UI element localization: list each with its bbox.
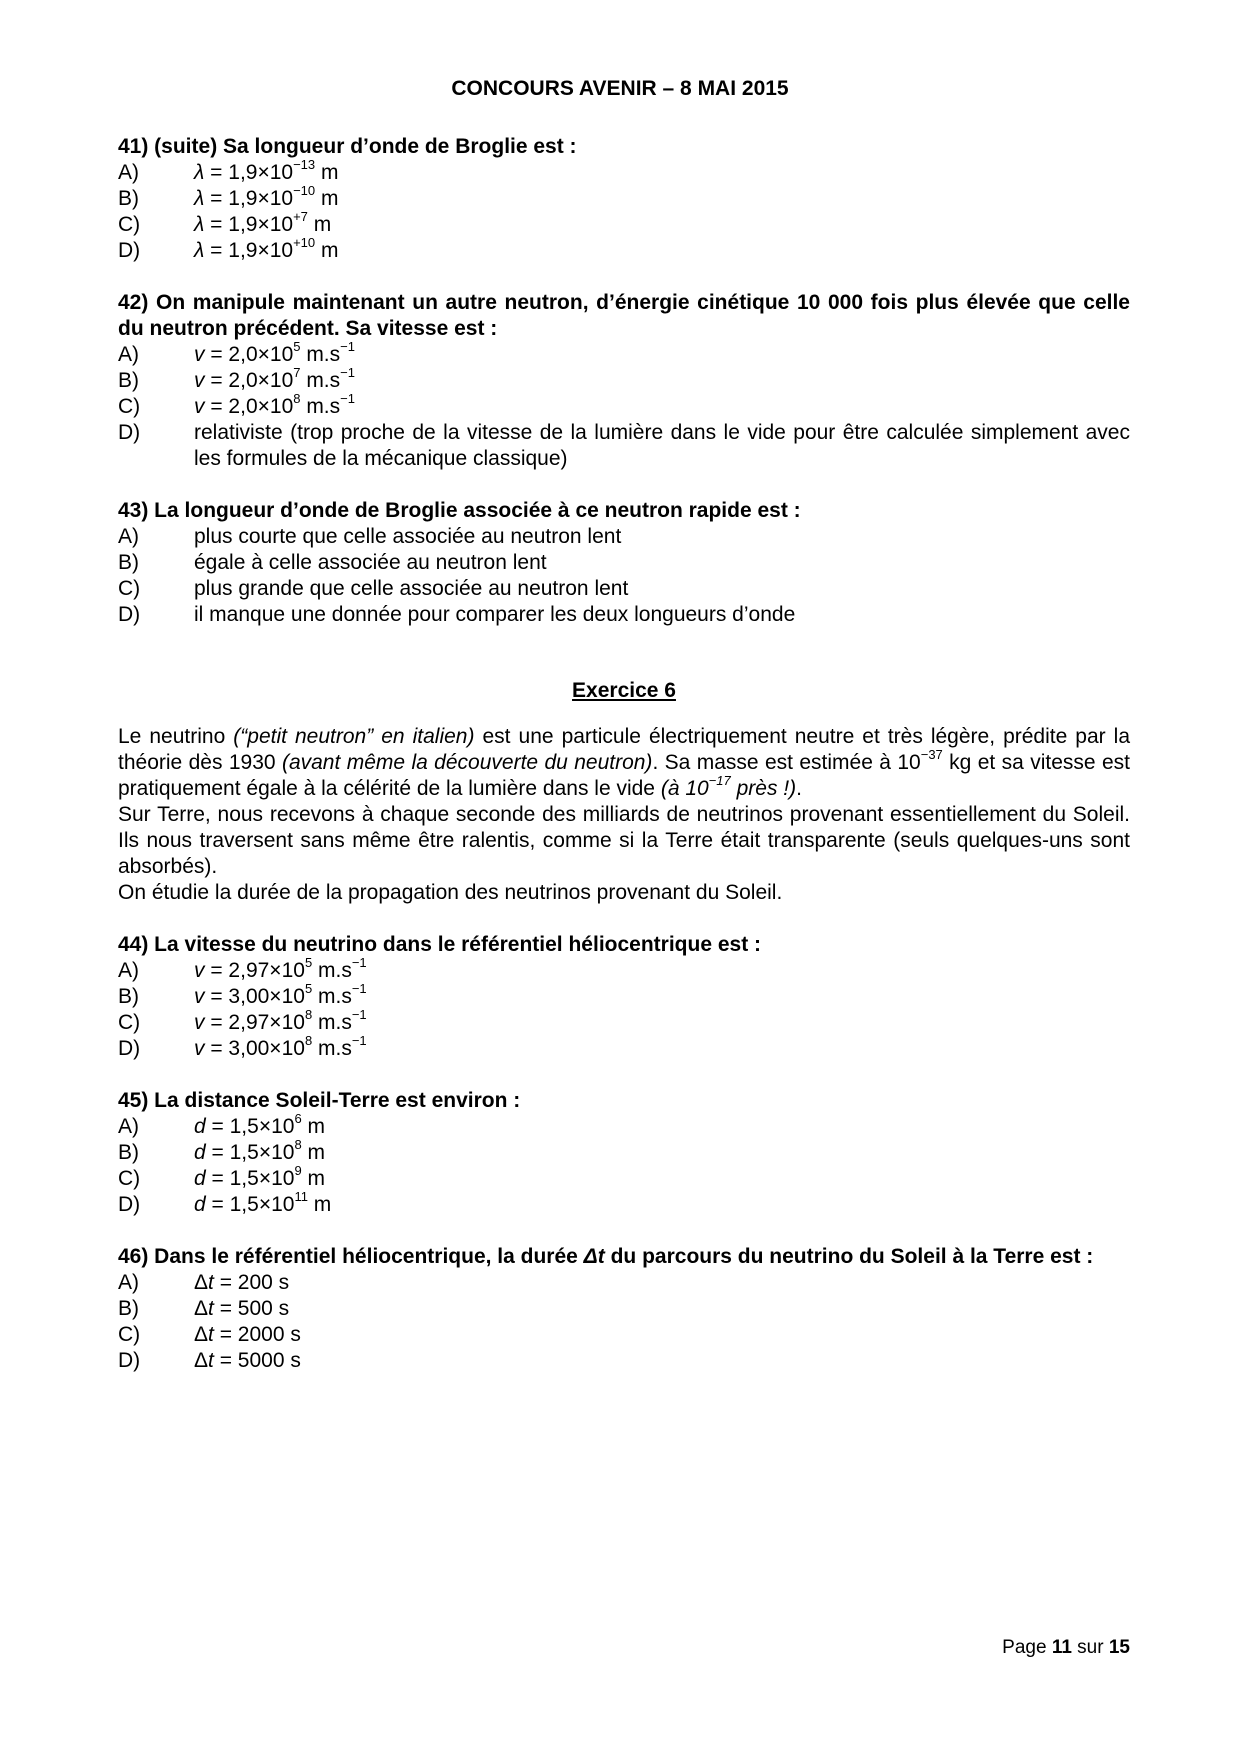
option-d (118, 420, 1130, 472)
option-d (118, 1348, 1130, 1374)
option-letter: A) (118, 343, 139, 366)
question-title: 46) Dans le référentiel héliocentrique, la durée Δt du parcours du neutrino du Soleil à la Terre est : (118, 1245, 1094, 1268)
options-list (118, 955, 1130, 1062)
option-text: $v = 2,0\times 10^5$ $m.s^{-1}$ (194, 339, 355, 366)
options-list (118, 1111, 1130, 1218)
option-text: $v = 2,0\times 10^7$ $m.s^{-1}$ (194, 365, 355, 392)
option-letter: C) (118, 1011, 141, 1034)
option-letter: D) (118, 421, 141, 444)
option-text: $v = 3,00\times 10^5$ $m.s^{-1}$ (194, 981, 367, 1008)
question-41 (118, 134, 1130, 264)
question-46 (118, 1244, 1130, 1374)
option-text: plus grande que celle associée au neutron lent (194, 577, 629, 600)
option-letter: D) (118, 603, 141, 626)
option-text: $\lambda = 1,9\times 10^{+7}$ m (194, 209, 332, 236)
question-43 (118, 498, 1130, 628)
option-a (118, 524, 1130, 550)
option-a (118, 955, 1130, 984)
option-d (118, 1033, 1130, 1062)
question-title: 45) La distance Soleil-Terre est environ : (118, 1089, 521, 1112)
option-text: $\lambda = 1,9\times 10^{-10}$ m (194, 183, 339, 210)
option-text: Δt = 500 s (194, 1297, 290, 1320)
exercise-intro (118, 724, 1130, 906)
option-b (118, 1296, 1130, 1322)
option-letter: A) (118, 525, 139, 548)
option-text: il manque une donnée pour comparer les deux longueurs d’onde (194, 603, 796, 626)
option-letter: A) (118, 959, 139, 982)
option-d (118, 1189, 1130, 1218)
option-letter: B) (118, 1141, 139, 1164)
option-letter: C) (118, 1323, 141, 1346)
option-b (118, 550, 1130, 576)
option-letter: C) (118, 213, 141, 236)
option-c (118, 1007, 1130, 1036)
option-letter: D) (118, 1193, 141, 1216)
question-title: 41) (suite) Sa longueur d’onde de Broglie est : (118, 135, 577, 158)
option-text: Δt = 200 s (194, 1271, 290, 1294)
option-text: $d = 1,5\times 10^8$ m (194, 1137, 325, 1164)
option-a (118, 1270, 1130, 1296)
option-d (118, 602, 1130, 628)
option-c (118, 209, 1130, 238)
options-list (118, 339, 1130, 472)
options-list (118, 524, 1130, 628)
option-letter: B) (118, 369, 139, 392)
option-text: $d = 1,5\times 10^{11}$ m (194, 1189, 332, 1216)
option-text: $d = 1,5\times 10^6$ m (194, 1111, 325, 1138)
option-c (118, 576, 1130, 602)
question-45 (118, 1088, 1130, 1218)
options-list (118, 157, 1130, 264)
option-text: $\lambda = 1,9\times 10^{-13}$ m (194, 157, 339, 184)
question-title: 43) La longueur d’onde de Broglie associée à ce neutron rapide est : (118, 499, 801, 522)
intro-paragraph-1: Le neutrino (“petit neutron” en italien) est une particule électriquement neutre et très légère, prédite par la théorie dès 1930 (avant même la découverte du neutron). Sa masse est estimée à $10^{-37}$ kg et sa vitesse est pratiquement égale à la célérité de la lumière dans le vide (à $10^{-17}$ près !). (118, 725, 1131, 800)
option-text: $v = 2,97\times 10^8$ $m.s^{-1}$ (194, 1007, 367, 1034)
options-list (118, 1270, 1130, 1374)
option-b (118, 183, 1130, 212)
option-letter: B) (118, 551, 139, 574)
option-a (118, 339, 1130, 368)
question-44 (118, 932, 1130, 1062)
page-number: Page 11 sur 15 (1002, 1637, 1130, 1658)
option-letter: C) (118, 577, 141, 600)
option-letter: D) (118, 1037, 141, 1060)
option-text: Δt = 2000 s (194, 1323, 301, 1346)
option-text: $\lambda = 1,9\times 10^{+10}$ m (194, 235, 339, 262)
option-d (118, 235, 1130, 264)
question-title: 42) On manipule maintenant un autre neutron, d’énergie cinétique 10 000 fois plus élevée que celle du neutron précédent. Sa vitesse est : (118, 291, 1130, 340)
intro-paragraph-2: Sur Terre, nous recevons à chaque seconde des milliards de neutrinos provenant essentiellement du Soleil. Ils nous traversent sans même être ralentis, comme si la Terre était transparente (seuls quelques-uns sont absorbés). (118, 803, 1130, 878)
exercise-title: Exercice 6 (572, 679, 676, 702)
option-b (118, 1137, 1130, 1166)
option-text: $v = 3,00\times 10^8$ $m.s^{-1}$ (194, 1033, 367, 1060)
option-letter: D) (118, 1349, 141, 1372)
option-letter: A) (118, 1271, 139, 1294)
option-a (118, 157, 1130, 186)
option-letter: B) (118, 1297, 139, 1320)
option-letter: B) (118, 187, 139, 210)
option-c (118, 391, 1130, 420)
option-text: relativiste (trop proche de la vitesse de la lumière dans le vide pour être calculée simplement avec les formules de la mécanique classique) (194, 421, 1130, 470)
option-b (118, 365, 1130, 394)
option-c (118, 1163, 1130, 1192)
option-letter: B) (118, 985, 139, 1008)
option-text: égale à celle associée au neutron lent (194, 551, 547, 574)
page-content (118, 134, 1130, 1400)
option-letter: C) (118, 395, 141, 418)
option-letter: A) (118, 161, 139, 184)
option-text: $v = 2,0\times 10^8$ $m.s^{-1}$ (194, 391, 355, 418)
option-b (118, 981, 1130, 1010)
option-text: plus courte que celle associée au neutron lent (194, 525, 622, 548)
question-42 (118, 290, 1130, 472)
option-text: $v = 2,97\times 10^5$ $m.s^{-1}$ (194, 955, 367, 982)
option-text: Δt = 5000 s (194, 1349, 301, 1372)
intro-paragraph-3: On étudie la durée de la propagation des neutrinos provenant du Soleil. (118, 881, 783, 904)
option-c (118, 1322, 1130, 1348)
option-letter: A) (118, 1115, 139, 1138)
option-a (118, 1111, 1130, 1140)
page-header: CONCOURS AVENIR – 8 MAI 2015 (451, 77, 789, 100)
option-letter: C) (118, 1167, 141, 1190)
question-title: 44) La vitesse du neutrino dans le référentiel héliocentrique est : (118, 933, 762, 956)
option-text: $d = 1,5\times 10^9$ m (194, 1163, 325, 1190)
option-letter: D) (118, 239, 141, 262)
